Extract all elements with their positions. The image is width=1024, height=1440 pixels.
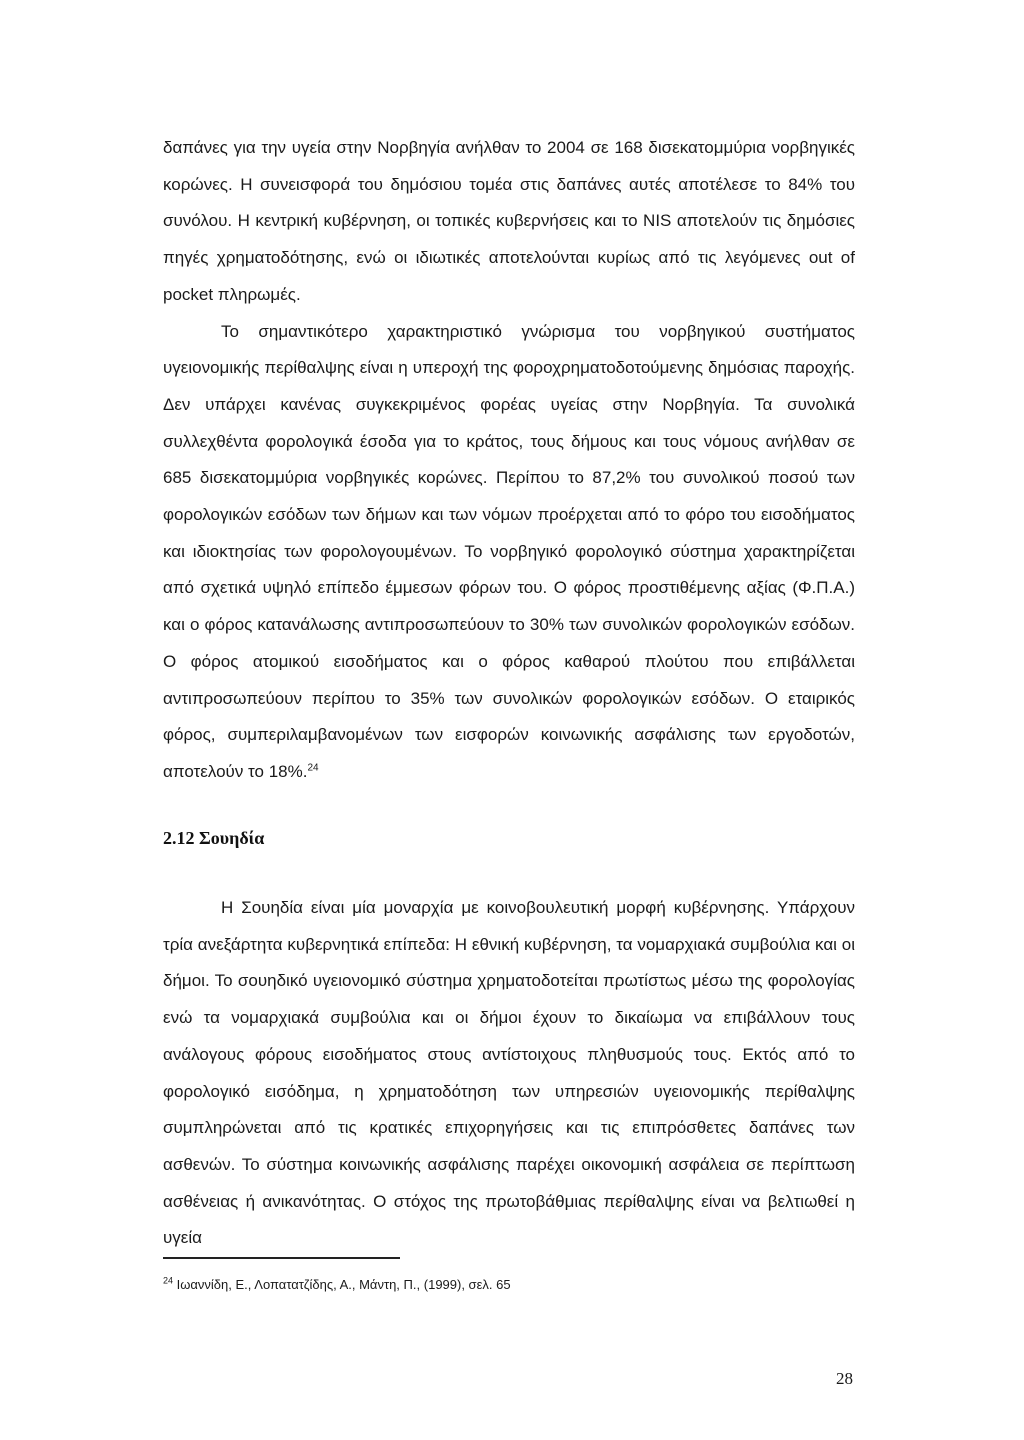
paragraph-sweden-system: [163, 890, 855, 1257]
section-title: Σουηδία: [199, 828, 265, 848]
footnote-text: Ιωαννίδη, Ε., Λοπατατζίδης, Α., Μάντη, Π., (1999), σελ. 65: [176, 1277, 511, 1292]
body-text-sweden: [163, 890, 855, 1257]
footnote-marker: 24: [163, 1275, 174, 1286]
section-heading-sweden: [163, 828, 264, 849]
footnote: [163, 1277, 511, 1292]
body-text-norway: [163, 130, 855, 791]
paragraph-norway-tax-system: [163, 314, 855, 791]
page-number: 28: [836, 1369, 853, 1388]
paragraph-text: δαπάνες για την υγεία στην Νορβηγία ανήλθαν το 2004 σε 168 δισεκατομμύρια νορβηγικές κορώνες. Η συνεισφορά του δημόσιου τομέα στις δαπάνες αυτές αποτέλεσε το 84% του συνόλου. Η κεντρική κυβέρνηση, οι τοπικές κυβερνήσεις και το NIS αποτελούν τις δημόσιες πηγές χρηματοδότησης, ενώ οι ιδιωτικές αποτελούνται κυρίως από τις λεγόμενες out of pocket πληρωμές.: [163, 138, 855, 304]
paragraph-text: Το σημαντικότερο χαρακτηριστικό γνώρισμα του νορβηγικού συστήματος υγειονομικής περίθαλψης είναι η υπεροχή της φοροχρηματοδοτούμενης δημόσιας παροχής. Δεν υπάρχει κανένας συγκεκριμένος φορέας υγείας στην Νορβηγία. Τα συνολικά συλλεχθέντα φορολογικά έσοδα για το κράτος, τους δήμους και τους νόμους ανήλθαν σε 685 δισεκατομμύρια νορβηγικές κορώνες. Περίπου το 87,2% του συνολικού ποσού των φορολογικών εσόδων των δήμων και των νόμων προέρχεται από το φόρο του εισοδήματος και ιδιοκτησίας των φορολογουμένων. Το νορβηγικό φορολογικό σύστημα χαρακτηρίζεται από σχετικά υψηλό επίπεδο έμμεσων φόρων του. Ο φόρος προστιθέμενης αξίας (Φ.Π.Α.) και ο φόρος κατανάλωσης αντιπροσωπεύουν το 30% των συνολικών φορολογικών εσόδων. Ο φόρος ατομικού εισοδήματος και ο φόρος καθαρού πλούτου που επιβάλλεται αντιπροσωπεύουν περίπου το 35% των συνολικών φορολογικών εσόδων. Ο εταιρικός φόρος, συμπεριλαμβανομένων των εισφορών κοινωνικής ασφάλισης των εργοδοτών, αποτελούν το 18%.: [163, 321, 855, 781]
paragraph-text: Η Σουηδία είναι μία μοναρχία με κοινοβουλευτική μορφή κυβέρνησης. Υπάρχουν τρία ανεξάρτητα κυβερνητικά επίπεδα: Η εθνική κυβέρνηση, τα νομαρχιακά συμβούλια και οι δήμοι. Το σουηδικό υγειονομικό σύστημα χρηματοδοτείται πρωτίστως μέσω της φορολογίας ενώ τα νομαρχιακά συμβούλια και οι δήμοι έχουν το δικαίωμα να επιβάλλουν τους ανάλογους φόρους εισοδήματος στους αντίστοιχους πληθυσμούς τους. Εκτός από το φορολογικό εισόδημα, η χρηματοδότηση των υπηρεσιών υγειονομικής περίθαλψης συμπληρώνεται από τις κρατικές επιχορηγήσεις και τις επιπρόσθετες δαπάνες των ασθενών. Το σύστημα κοινωνικής ασφάλισης παρέχει οικονομική ασφάλεια σε περίπτωση ασθένειας ή ανικανότητας. Ο στόχος της πρωτοβάθμιας περίθαλψης είναι να βελτιωθεί η υγεία: [163, 898, 855, 1248]
section-number: 2.12: [163, 828, 195, 848]
footnote-divider: [163, 1257, 400, 1259]
footnote-reference[interactable]: 24: [307, 762, 319, 774]
paragraph-norway-health-spending: [163, 130, 855, 314]
